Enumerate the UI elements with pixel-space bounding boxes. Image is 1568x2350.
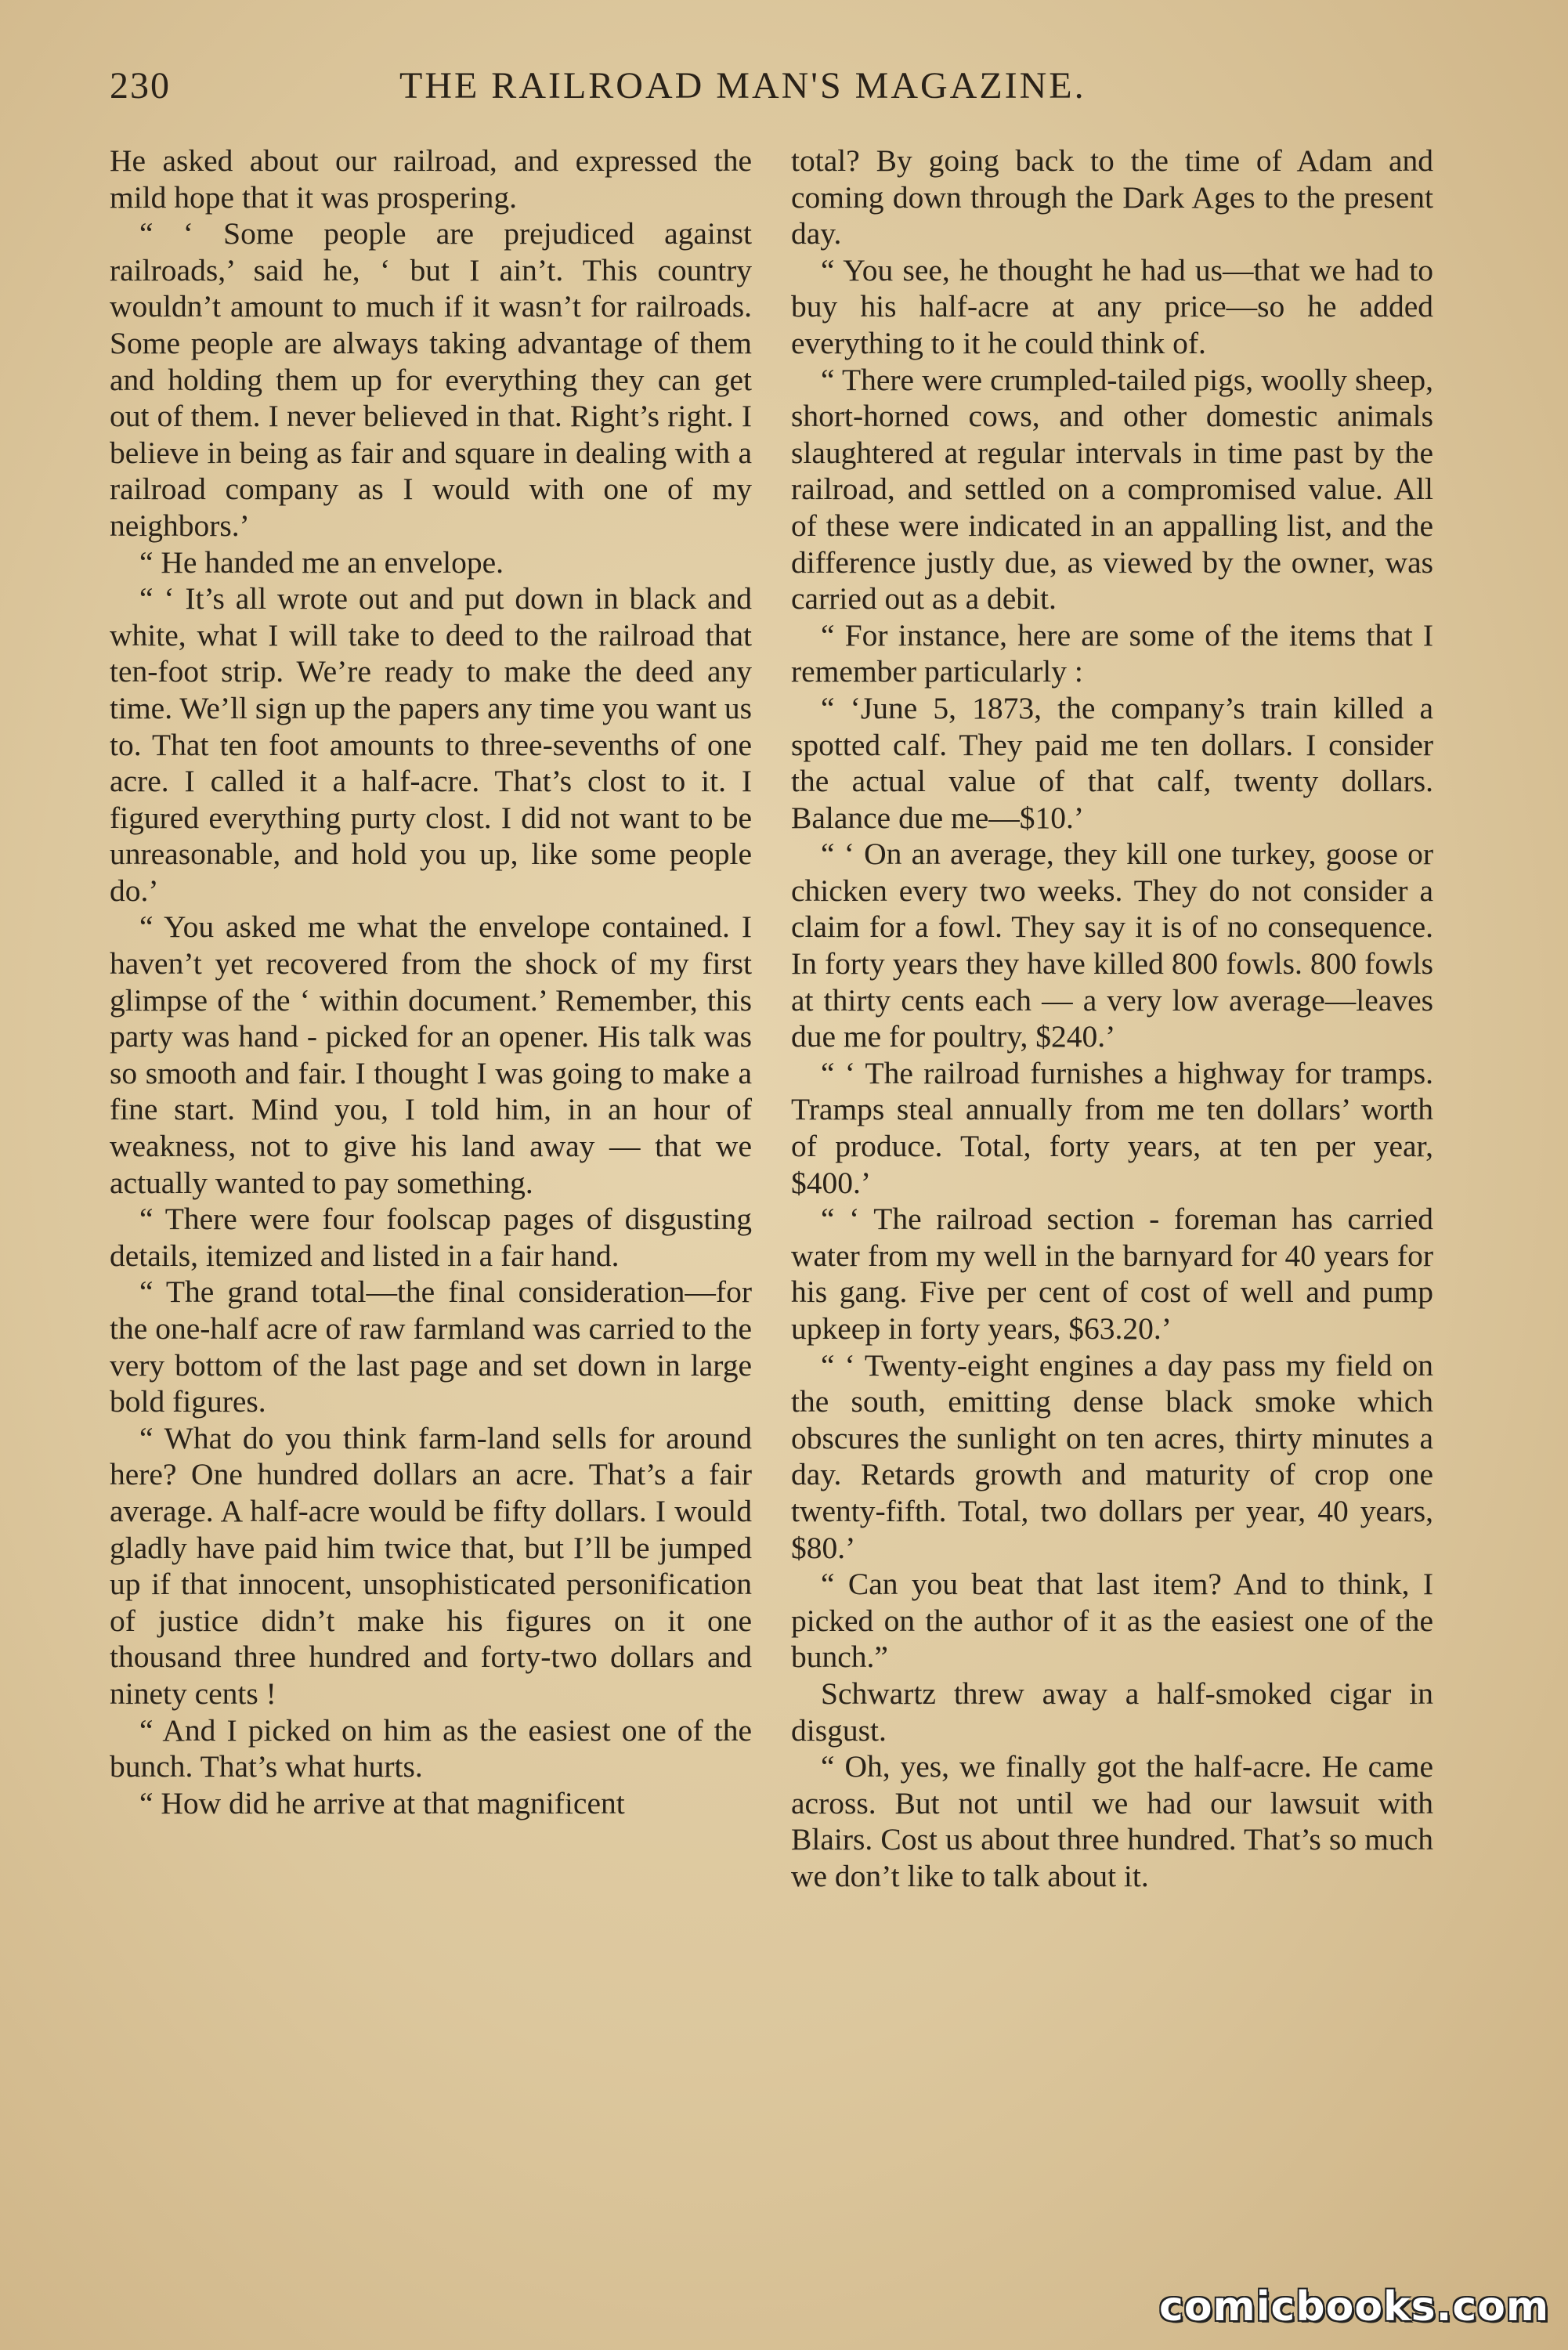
paragraph: “ For instance, here are some of the items that I remember particularly : xyxy=(791,617,1433,689)
right-column xyxy=(791,143,1433,1895)
page-number: 230 xyxy=(110,65,171,107)
paragraph: “ Can you beat that last item? And to think, I picked on the author of it as the easiest one of the bunch.” xyxy=(791,1567,1433,1675)
page-header xyxy=(110,64,1143,119)
paragraph: Schwartz threw away a half-smoked cigar in disgust. xyxy=(791,1676,1433,1748)
paragraph: “ There were crumpled-tailed pigs, woolly sheep, short-horned cows, and other domestic animals slaughtered at regular intervals in time past by the railroad, and settled on a compromised value. All of these were indicated in an appalling list, and the difference justly due, as viewed by the owner, was carried out as a debit. xyxy=(791,362,1433,616)
paragraph: He asked about our railroad, and expressed the mild hope that it was prospering. xyxy=(110,143,752,215)
paragraph: “ ‘ On an average, they kill one turkey, goose or chicken every two weeks. They do not consider a claim for a fowl. They say it is of no consequence. In forty years they have killed 800 fowls. 800 fowls at thirty cents each — a very low average—leaves due me for poultry, $240.’ xyxy=(791,837,1433,1054)
running-title: THE RAILROAD MAN'S MAGAZINE. xyxy=(399,65,1086,107)
paragraph: “ How did he arrive at that magnificent xyxy=(139,1785,625,1820)
paragraph: “ You see, he thought he had us—that we had to buy his half-acre at any price—so he added everything to it he could think of. xyxy=(791,252,1433,360)
paragraph: “ ‘ Some people are prejudiced against railroads,’ said he, ‘ but I ain’t. This country wouldn’t amount to much if it wasn’t for railroads. Some people are always taking advantage of them and holding them up for everything they can get out of them. I never believed in that. Right’s right. I believe in being as fair and square in dealing with a railroad company as I would with one of my neighbors.’ xyxy=(110,216,752,543)
paragraph: “ You asked me what the envelope contained. I haven’t yet recovered from the shock of my first glimpse of the ‘ within document.’ Remember, this party was hand - picked for an opener. His talk was so smooth and fair. I thought I was going to make a fine start. Mind you, I told him, in an hour of weakness, not to give his land away — that we actually wanted to pay something. xyxy=(110,909,752,1200)
paragraph: “ What do you think farm-land sells for around here? One hundred dollars an acre. That’s a fair average. A half-acre would be fifty dollars. I would gladly have paid him twice that, but I’ll be jumped up if that innocent, unsophisticated personification of justice didn’t make his figures on it one thousand three hundred and forty-two dollars and ninety cents ! xyxy=(110,1420,752,1711)
paragraph: “ ‘ Twenty-eight engines a day pass my field on the south, emitting dense black smoke which obscures the sunlight on ten acres, thirty minutes a day. Retards growth and maturity of crop one twenty-fifth. Total, two dollars per year, 40 years, $80.’ xyxy=(791,1347,1433,1565)
paragraph: “ Oh, yes, we finally got the half-acre. He came across. But not until we had our lawsuit with Blairs. Cost us about three hundred. That’s so much we don’t like to talk about it. xyxy=(791,1749,1433,1893)
paragraph: “ He handed me an envelope. xyxy=(139,544,504,580)
paragraph: “ ‘ It’s all wrote out and put down in black and white, what I will take to deed to the railroad that ten-foot strip. We’re ready to make the deed any time. We’ll sign up the papers any time you want us to. That ten foot amounts to three-sevenths of one acre. I called it a half-acre. That’s clost to it. I figured everything purty clost. I did not want to be unreasonable, and hold you up, like some people do.’ xyxy=(110,581,752,908)
paragraph: “ ‘June 5, 1873, the company’s train killed a spotted calf. They paid me ten dollars. I consider the actual value of that calf, twenty dollars. Balance due me—$10.’ xyxy=(791,690,1433,835)
left-column xyxy=(110,143,752,1821)
paragraph: “ The grand total—the final consideration—for the one-half acre of raw farmland was carried to the very bottom of the last page and set down in large bold figures. xyxy=(110,1274,752,1419)
watermark-logo: comicbooks.com xyxy=(1159,2283,1550,2330)
paragraph: “ And I picked on him as the easiest one of the bunch. That’s what hurts. xyxy=(110,1712,752,1784)
paragraph: “ ‘ The railroad section - foreman has carried water from my well in the barnyard for 40 years for his gang. Five per cent of cost of well and pump upkeep in forty years, $63.20.’ xyxy=(791,1202,1433,1346)
paragraph: total? By going back to the time of Adam and coming down through the Dark Ages to the present day. xyxy=(791,143,1433,251)
paragraph: “ ‘ The railroad furnishes a highway for tramps. Tramps steal annually from me ten dollars’ worth of produce. Total, forty years, at ten per year, $400.’ xyxy=(791,1055,1433,1200)
paragraph: “ There were four foolscap pages of disgusting details, itemized and listed in a fair hand. xyxy=(110,1202,752,1273)
